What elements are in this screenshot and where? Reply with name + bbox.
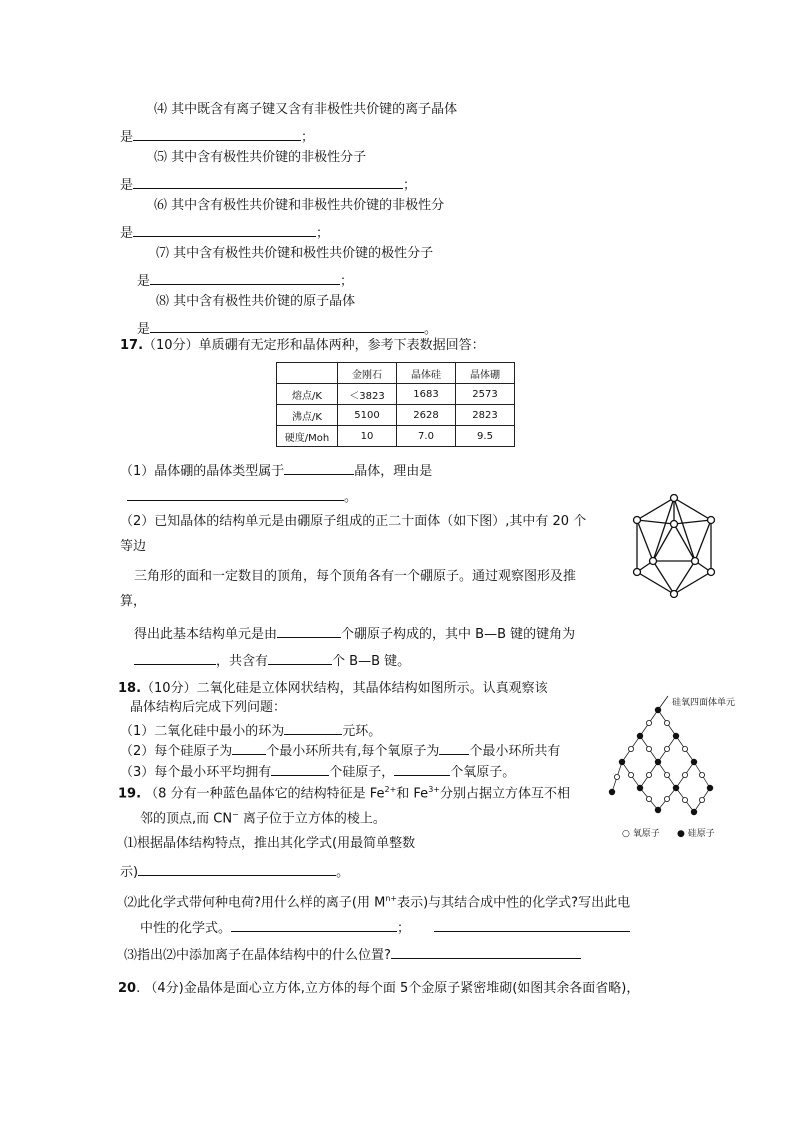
q18-intro-line2: 晶体结构后完成下列问题： [130,700,287,715]
q19-part3: ⑶指出⑵中添加离子在晶体结构中的什么位置? [124,944,581,965]
q17-part1-reason: 。 [127,486,357,507]
q16-item8-text: ⑻ 其中含有极性共价键的原子晶体 [156,294,356,309]
oxygen-legend-icon: ○ [622,829,630,839]
table-row: 沸点/K 5100 2628 2823 [277,405,515,426]
q17-part2-line3: 三角形的面和一定数目的顶角，每个顶角各有一个硼原子。通过观察图形及推 [134,569,577,584]
oxygen-atom [646,720,651,725]
answer-blank[interactable] [277,623,341,638]
q16-item5-answer: 是 ； [120,174,416,195]
q17-part2-line4: 算， [120,594,147,609]
oxygen-atom [682,772,687,777]
oxygen-atom [664,772,669,777]
silicon-atom [691,809,697,815]
silicon-atom [655,759,661,765]
q18-intro-line1: 18.（10分）二氧化硅是立体网状结构，其晶体结构如图所示。认真观察该 [118,681,548,696]
q19-intro-line2: 邻的顶点,而 CN− 离子位于立方体的棱上。 [140,810,386,827]
q17-intro: 17.（10分）单质硼有无定形和晶体两种，参考下表数据回答： [120,338,485,353]
q16-item4-answer: 是 ； [120,126,314,147]
icosahedron-figure [628,494,720,598]
oxygen-atom [628,772,633,777]
q17-part2-line6: ，共含有 个 B—B 键。 [134,650,410,671]
silicon-atom [707,785,713,791]
q18-part1: （1）二氧化硅中最小的环为 元环。 [120,720,381,741]
answer-blank[interactable] [231,917,397,932]
silicon-atom [637,785,643,791]
silicon-legend: ● 硅原子 [677,829,715,839]
table-row: 硬度/Moh 10 7.0 9.5 [277,426,515,447]
sio2-figure-title: 硅氧四面体单元 [672,698,736,708]
oxygen-atom [682,746,687,751]
answer-blank[interactable] [268,650,332,665]
q17-part2-line2: 等边 [120,539,147,554]
silicon-atom [637,733,643,739]
q16-item4-text: ⑷ 其中既含有离子键又含有非极性共价键的离子晶体 [154,102,458,117]
silicon-atom [691,759,697,765]
q18-part3: （3）每个最小环平均拥有 个硅原子， 个氧原子。 [120,761,515,782]
answer-blank[interactable] [138,861,336,876]
silica-structure-figure [598,688,730,824]
answer-blank[interactable] [439,740,469,755]
answer-blank[interactable] [271,761,329,776]
q20-intro: 20. （4分)金晶体是面心立方体,立方体的每个面 5个金原子紧密堆砌(如图其余各面省略)， [118,981,640,996]
answer-blank[interactable] [133,174,403,189]
silicon-legend-icon: ● [677,829,685,839]
q17-part2-line5: 得出此基本结构单元是由 个硼原子构成的，其中 B—B 键的键角为 [134,623,575,644]
oxygen-legend: ○ 氧原子 [622,829,660,839]
silicon-atom [655,707,661,713]
silicon-atom [673,785,679,791]
q19-part2: ⑵此化学式带何种电荷?用什么样的离子(用 $M^{n+}$表示)与其结合成中性的化学式?写出此电 [124,894,631,911]
oxygen-atom [646,796,651,801]
oxygen-atom [699,772,704,777]
answer-blank[interactable] [434,917,630,932]
oxygen-atom [664,746,669,751]
header-silicon: 晶体硅 [397,363,456,384]
q16-item6-text: ⑹ 其中含有极性共价键和非极性共价键的非极性分 [154,198,445,213]
header-diamond: 金刚石 [338,363,397,384]
oxygen-atom [646,746,651,751]
oxygen-atom [664,796,669,801]
silicon-atom [673,733,679,739]
oxygen-atom [646,772,651,777]
answer-blank[interactable] [284,460,354,475]
answer-blank[interactable] [394,761,450,776]
q19-part2-answer: 中性的化学式。 ； [140,917,630,938]
q16-item7-text: ⑺ 其中含有极性共价键和极性共价键的极性分子 [156,246,434,261]
answer-blank[interactable] [150,270,340,285]
q19-intro-line1: 19. （8 分有一种蓝色晶体它的结构特征是 $Fe^{2+}$和 $Fe^{3+}$分别占据立方体互不相 [118,785,570,802]
table-header-row [277,363,515,384]
oxygen-atom [682,797,687,802]
answer-blank[interactable] [150,318,424,333]
silicon-atom [609,789,615,795]
answer-blank[interactable] [127,486,344,501]
oxygen-atom [628,746,633,751]
oxygen-atom [699,797,704,802]
q16-item6-answer: 是 ； [120,222,329,243]
answer-blank[interactable] [133,222,316,237]
silicon-atom [619,759,625,765]
q17-part1: （1）晶体硼的晶体类型属于 晶体，理由是 [120,460,432,481]
answer-blank[interactable] [391,944,581,959]
q16-item5-text: ⑸ 其中含有极性共价键的非极性分子 [154,150,367,165]
q17-data-table [276,362,515,447]
silicon-atom [655,807,661,813]
q16-item8-answer: 是 。 [137,318,437,339]
q19-part1-answer: 示) 。 [120,861,349,882]
q18-part2: （2）每个硅原子为 个最小环所共有,每个氧原子为 个最小环所共有 [120,740,560,761]
answer-blank[interactable] [232,740,266,755]
q19-part1: ⑴根据晶体结构特点，推出其化学式(用最简单整数 [124,836,416,851]
q17-part2-line1: （2）已知晶体的结构单元是由硼原子组成的正二十面体（如下图）,其中有 20 个 [120,514,587,529]
answer-blank[interactable] [134,650,216,665]
answer-blank[interactable] [284,720,342,735]
answer-blank[interactable] [133,126,301,141]
header-boron: 晶体硼 [456,363,515,384]
oxygen-atom [614,774,619,779]
q16-item7-answer: 是 ； [137,270,353,291]
table-row: 熔点/K ＜3823 1683 2573 [277,384,515,405]
oxygen-atom [664,720,669,725]
